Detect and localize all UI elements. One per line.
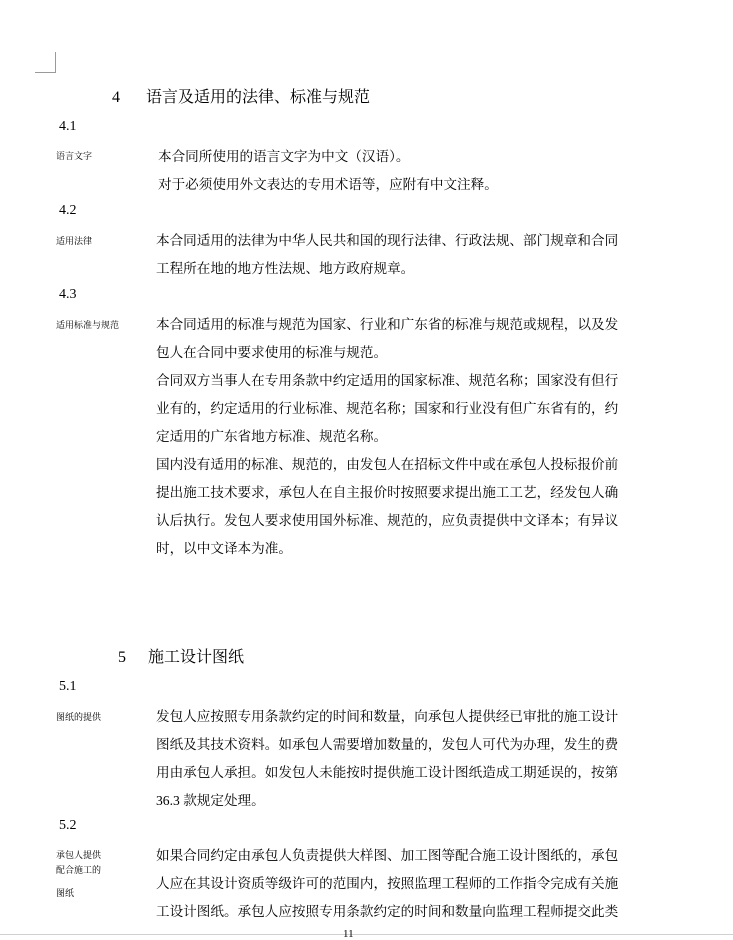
side-label-line: 图纸的提供 — [56, 713, 102, 723]
side-label-5-2 — [56, 849, 101, 902]
text-line: 36.3 款规定处理。 — [156, 793, 265, 808]
side-label-4-1 — [56, 150, 92, 164]
clause-text-5-2 — [156, 842, 648, 926]
text-line: 合同双方当事人在专用条款中约定适用的国家标准、规范名称；国家没有但行 — [156, 373, 619, 389]
section-title: 语言及适用的法律、标准与规范 — [146, 87, 371, 106]
text-line: 提出施工技术要求，承包人在自主报价时按照要求提出施工工艺，经发包人确 — [156, 485, 619, 501]
side-label-line: 适用标准与规范 — [56, 321, 120, 331]
text-line: 本合同适用的标准与规范为国家、行业和广东省的标准与规范或规程，以及发 — [156, 317, 619, 333]
text-line: 本合同适用的法律为中华人民共和国的现行法律、行政法规、部门规章和合同 — [156, 233, 619, 249]
side-label-line: 适用法律 — [56, 237, 93, 247]
text-line: 时，以中文译本为准。 — [156, 541, 292, 557]
side-label-line: 图纸 — [56, 889, 75, 899]
text-line: 人应在其设计资质等级许可的范围内，按照监理工程师的工作指令完成有关施 — [156, 876, 619, 892]
side-label-5-1 — [56, 711, 101, 725]
text-line: 发包人应按照专用条款约定的时间和数量，向承包人提供经已审批的施工设计 — [156, 709, 619, 725]
text-line: 业有的，约定适用的行业标准、规范名称；国家和行业没有但广东省有的，约 — [156, 401, 619, 417]
page-bottom-edge — [0, 934, 733, 935]
text-line: 如果合同约定由承包人负责提供大样图、加工图等配合施工设计图纸的，承包 — [156, 848, 619, 864]
text-line: 国内没有适用的标准、规范的，由发包人在招标文件中或在承包人投标报价前 — [156, 457, 619, 473]
section-heading-4 — [112, 84, 370, 107]
section-number: 4 — [112, 89, 120, 106]
clause-number-5-2: 5.2 — [59, 818, 77, 833]
clause-text-4-3 — [156, 311, 648, 563]
side-label-line: 语言文字 — [56, 152, 93, 162]
section-number: 5 — [118, 649, 126, 666]
section-title: 施工设计图纸 — [148, 647, 245, 666]
clause-text-4-2 — [156, 227, 648, 283]
text-line: 定适用的广东省地方标准、规范名称。 — [156, 429, 388, 445]
side-label-4-3 — [56, 319, 119, 333]
clause-number-4-3: 4.3 — [59, 287, 77, 302]
clause-number-5-1: 5.1 — [59, 679, 77, 694]
side-label-4-2 — [56, 235, 92, 249]
text-line: 认后执行。发包人要求使用国外标准、规范的，应负责提供中文译本；有异议 — [156, 513, 619, 529]
text-line: 包人在合同中要求使用的标准与规范。 — [156, 345, 388, 361]
section-heading-5 — [118, 644, 244, 667]
side-label-line: 承包人提供 — [56, 851, 102, 861]
page-number: 11 — [343, 928, 354, 940]
text-line: 本合同所使用的语言文字为中文（汉语）。 — [158, 149, 410, 165]
text-line: 用由承包人承担。如发包人未能按时提供施工设计图纸造成工期延误的，按第 — [156, 765, 619, 781]
text-line: 工设计图纸。承包人应按照专用条款约定的时间和数量向监理工程师提交此类 — [156, 904, 619, 920]
crop-mark — [35, 52, 56, 73]
clause-text-4-1 — [156, 143, 648, 199]
side-label-line: 配合施工的 — [56, 866, 102, 876]
clause-number-4-1: 4.1 — [59, 119, 77, 134]
text-line: 工程所在地的地方性法规、地方政府规章。 — [156, 261, 415, 277]
text-line: 对于必须使用外文表达的专用术语等，应附有中文注释。 — [158, 177, 498, 193]
text-line: 图纸及其技术资料。如承包人需要增加数量的，发包人可代为办理，发生的费 — [156, 737, 619, 753]
clause-number-4-2: 4.2 — [59, 203, 77, 218]
clause-text-5-1 — [156, 703, 648, 815]
